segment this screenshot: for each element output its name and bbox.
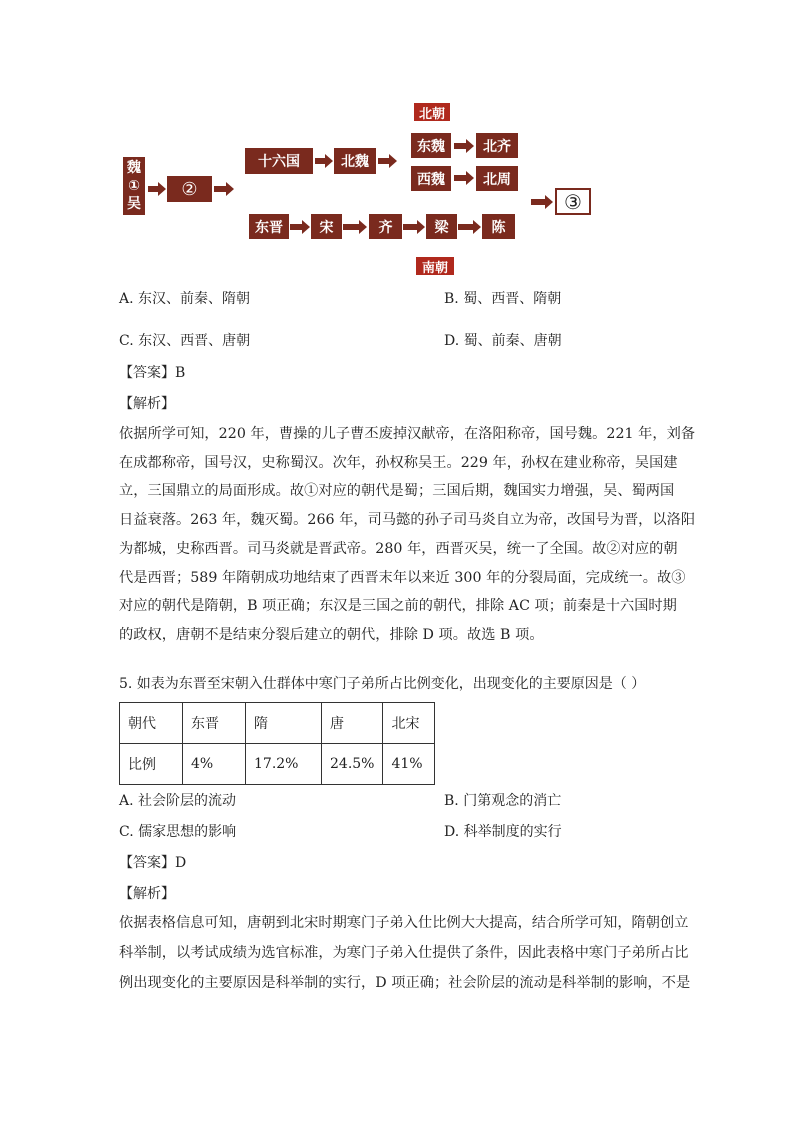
q5-option-d: D. 科举制度的实行 (444, 824, 562, 840)
arrow-icon (458, 220, 481, 234)
chen-box: 陈 (482, 214, 515, 239)
circle-three-box: ③ (555, 188, 591, 215)
analysis-line: 的政权，唐朝不是结束分裂后建立的朝代，排除 D 项。故选 B 项。 (119, 626, 544, 643)
table-row (120, 703, 435, 744)
analysis-line: 依据所学可知，220 年，曹操的儿子曹丕废掉汉献帝，在洛阳称帝，国号魏。221 年，刘备 (119, 426, 696, 442)
q5-stem: 5. 如表为东晋至宋朝入仕群体中寒门子弟所占比例变化，出现变化的主要原因是（ ） (119, 676, 646, 692)
q5-option-c: C. 儒家思想的影响 (119, 824, 237, 840)
table-cell: 朝代 (120, 703, 183, 744)
analysis-line: 在成都称帝，国号汉，史称蜀汉。次年，孙权称吴王。229 年，孙权在建业称帝，吴国建 (119, 454, 678, 471)
table-cell: 17.2% (246, 744, 322, 785)
table-row (120, 744, 435, 785)
q4-option-d: D. 蜀、前秦、唐朝 (444, 333, 562, 349)
liang-box: 梁 (426, 214, 457, 239)
northern-wei-box: 北魏 (334, 148, 376, 174)
sixteen-kingdoms-box: 十六国 (245, 148, 313, 174)
q4-option-c: C. 东汉、西晋、唐朝 (119, 333, 251, 349)
western-wei-box: 西魏 (411, 166, 451, 191)
analysis-line: 科举制，以考试成绩为选官标准，为寒门子弟入仕提供了条件，因此表格中寒门子弟所占比 (119, 945, 689, 961)
arrow-icon (378, 154, 397, 168)
circle-two-box: ② (167, 176, 212, 202)
eastern-wei-box: 东魏 (411, 133, 451, 158)
q4-answer: 【答案】B (119, 365, 186, 381)
song-box: 宋 (311, 214, 342, 239)
arrow-icon (214, 182, 234, 196)
arrow-icon (315, 154, 333, 168)
q5-analysis-title: 【解析】 (119, 886, 175, 902)
q4-option-b: B. 蜀、西晋、隋朝 (444, 291, 562, 307)
table-cell: 隋 (246, 703, 322, 744)
eastern-jin-box: 东晋 (249, 214, 289, 239)
arrow-icon (290, 220, 310, 234)
analysis-line: 依据表格信息可知，唐朝到北宋时期寒门子弟入仕比例大大提高，结合所学可知，隋朝创立 (119, 915, 689, 931)
q4-analysis-title: 【解析】 (119, 396, 175, 412)
q5-answer: 【答案】D (119, 855, 187, 871)
northern-qi-box: 北齐 (476, 133, 518, 158)
arrow-icon (454, 139, 474, 153)
table-cell: 唐 (322, 703, 383, 744)
q5-analysis-body (119, 908, 691, 998)
table-cell: 24.5% (322, 744, 383, 785)
analysis-line: 为都城，史称西晋。司马炎就是晋武帝。280 年，西晋灭吴，统一了全国。故②对应的朝 (119, 540, 678, 557)
table-cell: 东晋 (183, 703, 246, 744)
table-cell: 北宋 (383, 703, 435, 744)
north-dynasties-label: 北朝 (414, 103, 450, 121)
analysis-line: 例出现变化的主要原因是科举制的实行，D 项正确；社会阶层的流动是科举制的影响，不是 (119, 975, 691, 991)
arrow-icon (531, 195, 553, 209)
wei-label: 魏 (127, 160, 141, 176)
q4-analysis-body (119, 420, 696, 650)
q5-option-b: B. 门第观念的消亡 (444, 793, 562, 809)
analysis-line: 日益衰落。263 年，魏灭蜀。266 年，司马懿的孙子司马炎自立为帝，改国号为晋，以洛阳 (119, 512, 696, 529)
q5-table (119, 702, 435, 785)
diagram-arrows (0, 0, 794, 300)
arrow-icon (403, 220, 425, 234)
analysis-line: 立，三国鼎立的局面形成。故①对应的朝代是蜀；三国后期，魏国实力增强，吴、蜀两国 (119, 483, 675, 500)
arrow-icon (343, 220, 367, 234)
south-dynasties-label: 南朝 (416, 257, 454, 275)
wu-label: 吴 (127, 196, 141, 212)
arrow-icon (454, 171, 474, 185)
analysis-line: 代是西晋；589 年隋朝成功地结束了西晋末年以来近 300 年的分裂局面，完成统一。故③ (119, 569, 686, 586)
q4-option-a: A. 东汉、前秦、隋朝 (119, 291, 251, 307)
table-cell: 41% (383, 744, 435, 785)
table-cell: 4% (183, 744, 246, 785)
analysis-line: 对应的朝代是隋朝，B 项正确；东汉是三国之前的朝代，排除 AC 项；前秦是十六国时期 (119, 598, 677, 615)
circle-one-label: ① (128, 178, 140, 194)
table-cell: 比例 (120, 744, 183, 785)
northern-zhou-box: 北周 (476, 166, 518, 191)
arrow-icon (148, 182, 166, 196)
q5-option-a: A. 社会阶层的流动 (119, 793, 237, 809)
qi-box: 齐 (369, 214, 402, 239)
